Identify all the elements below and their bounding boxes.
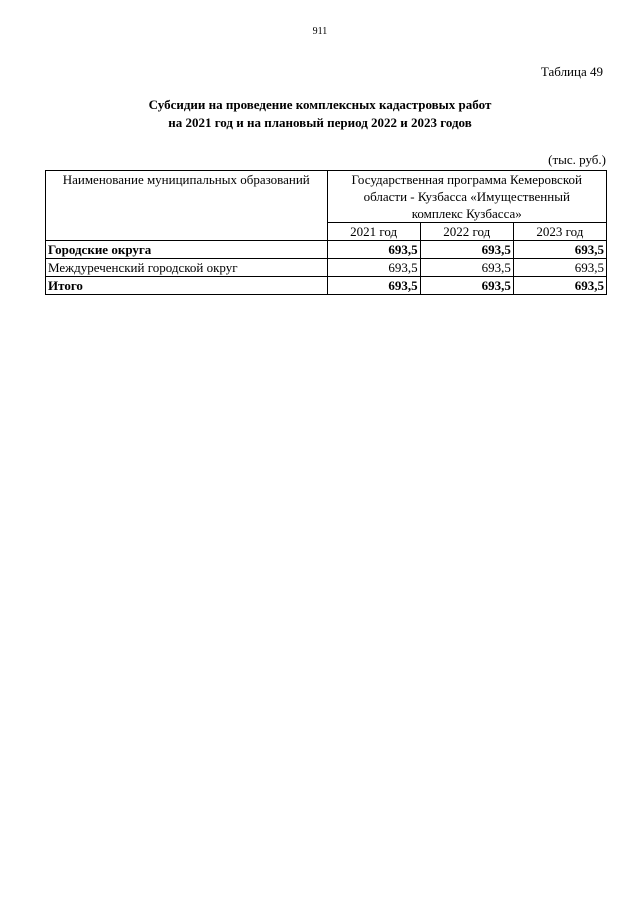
table-row-total [46, 277, 607, 295]
table-label: Таблица 49 [540, 64, 603, 79]
header-state-program [327, 171, 607, 223]
document-title [0, 96, 640, 132]
title-line-1: Субсидии на проведение комплексных кадастровых работ [148, 97, 492, 112]
header-program-line-1: Государственная программа Кемеровской [351, 172, 582, 187]
table-row [46, 259, 607, 277]
header-year-2021: 2021 год [327, 223, 420, 241]
row-value-2023: 693,5 [513, 241, 606, 259]
units-label: (тыс. руб.) [548, 152, 606, 167]
subsidies-table [45, 170, 607, 295]
header-municipality-name: Наименование муниципальных образований [46, 171, 328, 241]
header-year-2023: 2023 год [513, 223, 606, 241]
row-value-2022: 693,5 [420, 259, 513, 277]
header-program-line-3: комплекс Кузбасса» [411, 206, 522, 221]
row-name: Междуреченский городской округ [46, 259, 328, 277]
row-value-2022: 693,5 [420, 241, 513, 259]
title-line-2: на 2021 год и на плановый период 2022 и 2023 годов [168, 115, 472, 130]
row-value-2023: 693,5 [513, 259, 606, 277]
row-value-2023: 693,5 [513, 277, 606, 295]
header-program-line-2: области - Кузбасса «Имущественный [363, 189, 570, 204]
row-value-2021: 693,5 [327, 259, 420, 277]
row-name: Городские округа [46, 241, 328, 259]
header-year-2022: 2022 год [420, 223, 513, 241]
row-value-2021: 693,5 [327, 241, 420, 259]
row-value-2021: 693,5 [327, 277, 420, 295]
row-name: Итого [46, 277, 328, 295]
page-number: 911 [312, 26, 328, 37]
table-row [46, 241, 607, 259]
row-value-2022: 693,5 [420, 277, 513, 295]
